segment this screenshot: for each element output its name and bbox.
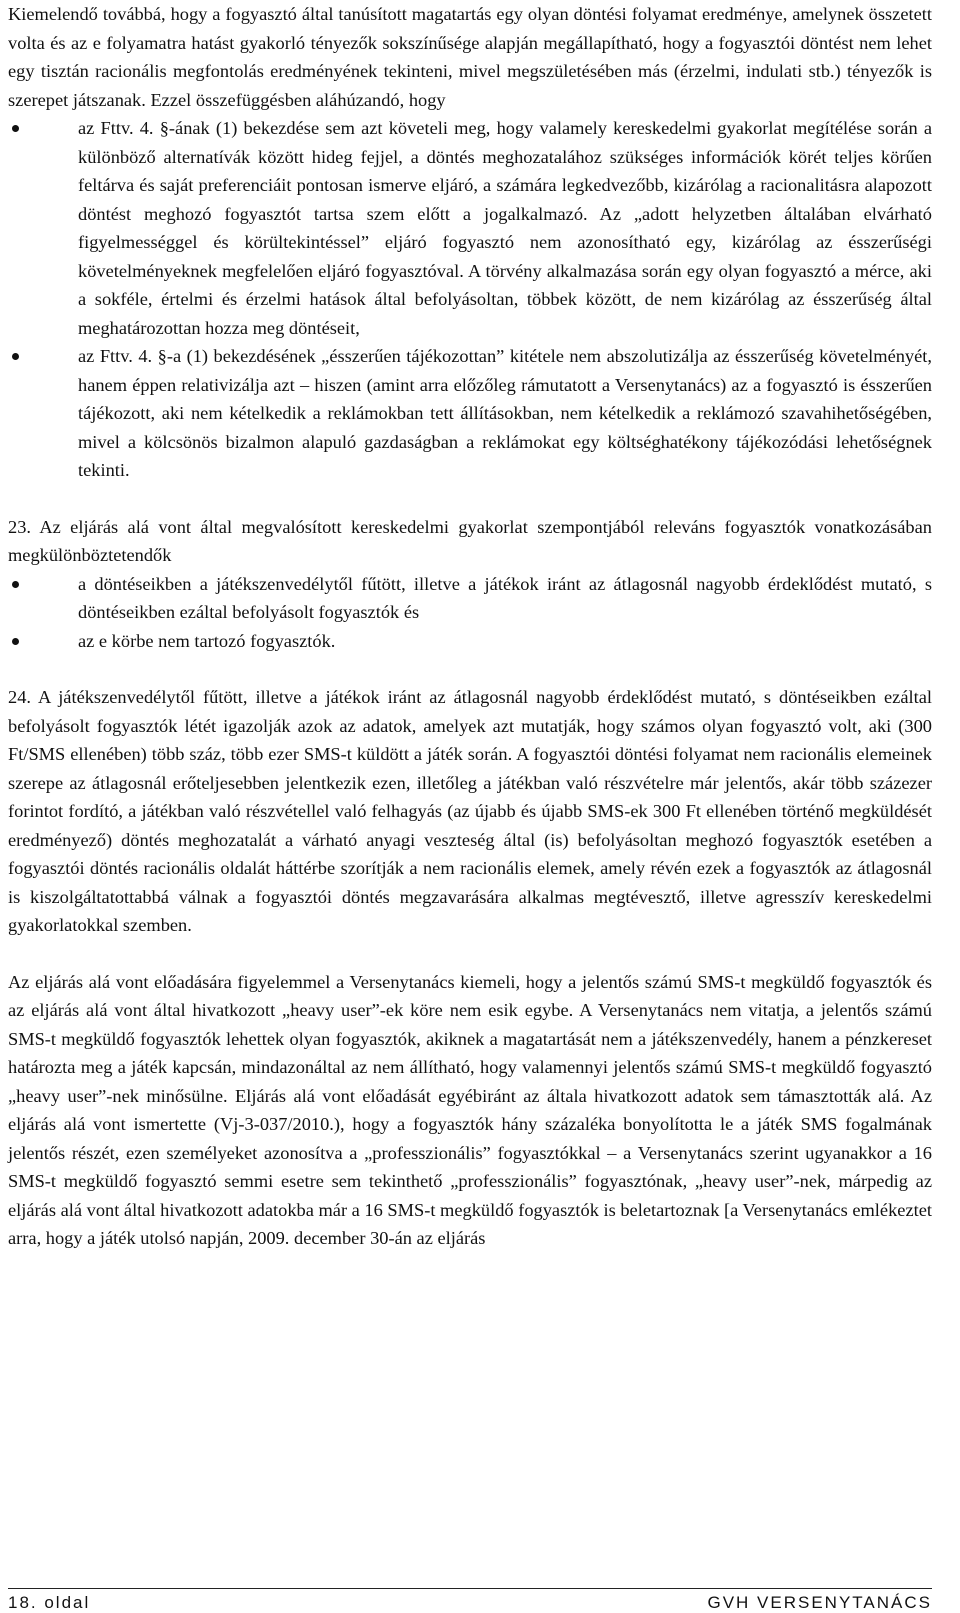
footer-page-number: 18. oldal: [8, 1593, 91, 1612]
footer-organization: GVH VERSENYTANÁCS: [707, 1593, 932, 1612]
intro-bullet-text-2: az Fttv. 4. §-a (1) bekezdésének „ésszerűen tájékozottan” kitétele nem abszolutizálja az ésszerűség követelményét, hanem éppen relativizálja azt – hiszen (amint arra előzőleg rámutatott a Versenytanács) az a fogyasztó is ésszerűen tájékozott, aki nem kételkedik a reklámokban tett állításokban, nem kételkedik a reklámozó szavahihetőségében, mivel a kölcsönös bizalmon alapuló gazdaságban a reklámokat egy költséghatékony tájékozódási lehetőségnek tekinti.: [78, 346, 932, 480]
paragraph-gap: [8, 940, 932, 968]
section-23-bullet-text-2: az e körbe nem tartozó fogyasztók.: [78, 630, 336, 651]
paragraph-gap: [8, 655, 932, 683]
section-23-bullet-list: [8, 570, 932, 656]
bullet-icon: [12, 581, 19, 588]
list-item: [8, 114, 932, 342]
list-item: [8, 570, 932, 627]
bullet-icon: [12, 638, 19, 645]
intro-lead-text: Kiemelendő továbbá, hogy a fogyasztó által tanúsított magatartás egy olyan döntési folyamat eredménye, amelynek összetett volta és az e folyamatra hatást gyakorló tényezők sokszínűsége alapján megállapítható, hogy a fogyasztói döntést nem lehet egy tisztán racionális megfontolás eredményének tekinteni, mivel megszületésében más (érzelmi, indulati stb.) tényezők is szerepet játszanak. Ezzel összefüggésben aláhúzandó, hogy: [8, 4, 932, 110]
page-footer: [8, 1592, 932, 1613]
section-23-paragraph: 23. Az eljárás alá vont által megvalósított kereskedelmi gyakorlat szempontjából releváns fogyasztók vonatkozásában megkülönböztetendők: [8, 516, 932, 565]
list-item: [8, 627, 932, 656]
closing-paragraph: Az eljárás alá vont előadására figyelemmel a Versenytanács kiemeli, hogy a jelentős számú SMS-t megküldő fogyasztók és az eljárás alá vont által hivatkozott „heavy user”-ek köre nem esik egybe. A Versenytanács nem vitatja, a jelentős számú SMS-t megküldő fogyasztók lehettek olyan fogyasztók, akiknek a magatartását nem a játékszenvedély, hanem a pénzkereset határozta meg a játék kapcsán, mindazonáltal az nem állítható, hogy valamennyi jelentős számú SMS-t megküldő fogyasztó „heavy user”-nek minősülne. Eljárás alá vont előadását egyébiránt az általa hivatkozott adatok sem támasztották alá. Az eljárás alá vont ismertette (Vj-3-037/2010.), hogy a fogyasztók hány százaléka bonyolította le a játék SMS fogalmának jelentős részét, ezen személyeket azonosítva a „professzionális” fogyasztókkal – a Versenytanács szerint ugyanakkor a 16 SMS-t megküldő fogyasztó semmi esetre sem tekinthető „professzionális” fogyasztónak, „heavy user”-nek, márpedig az eljárás alá vont által hivatkozott adatokba már a 16 SMS-t megküldő fogyasztók is beletartoznak [a Versenytanács emlékeztet arra, hogy a játék utolsó napján, 2009. december 30-án az eljárás: [8, 971, 932, 1248]
bullet-icon: [12, 125, 19, 132]
footer-divider: [8, 1588, 932, 1589]
section-23-bullet-text-1: a döntéseikben a játékszenvedélytől fűtött, illetve a játékok iránt az átlagosnál nagyobb érdeklődést mutató, s döntéseikben ezáltal befolyásolt fogyasztók és: [78, 573, 932, 622]
intro-bullet-text-1: az Fttv. 4. §-ának (1) bekezdése sem azt követeli meg, hogy valamely kereskedelmi gyakorlat megítélése során a különböző alternatívák között hideg fejjel, a döntés meghozatalához szükséges információk körét teljes körűen feltárva és saját preferenciáit pontosan ismerve eljáró, a számára legkedvezőbb, kizárólag a racionalitásra alapozott döntést meghozó fogyasztót tartsa szem előtt a jogalkalmazó. Az „adott helyzetben általában elvárható figyelmességgel és körültekintéssel” eljáró fogyasztó nem azonosítható egy, kizárólag az ésszerűségi követelményeknek megfelelően eljáró fogyasztóval. A törvény alkalmazása során egy olyan fogyasztó a mérce, aki a sokféle, értelmi és érzelmi hatások által befolyásoltan, többek között, de nem kizárólag az ésszerűség által meghatározottan hozza meg döntéseit,: [78, 118, 932, 338]
section-24-paragraph: 24. A játékszenvedélytől fűtött, illetve a játékok iránt az átlagosnál nagyobb érdeklődést mutató, s döntéseikben ezáltal befolyásolt fogyasztók létét igazolják azok az adatok, amelyek azt mutatják, hogy számos olyan fogyasztó volt, aki (300 Ft/SMS ellenében) több száz, több ezer SMS-t küldött a játék során. A fogyasztói döntési folyamat nem racionális elemeinek szerepe az átlagosnál erőteljesebben jelentkezik ezen, illetőleg a játékban való részvételre már jelentős, akár több százezer forintot fordító, a játékban való részvétellel való felhagyás (az újabb és újabb SMS-ek 300 Ft ellenében történő megküldését eredményező) döntés meghozatalát a várható anyagi veszteség által (is) befolyásoltan meghozó fogyasztók esetében a fogyasztói döntés racionális oldalát háttérbe szorítják a nem racionális elemek, amely révén ezek a fogyasztók az átlagosnál is kiszolgáltatottabbá válnak a fogyasztói döntés megzavarására alkalmas megtévesztő, illetve agresszív kereskedelmi gyakorlatokkal szemben.: [8, 687, 932, 935]
bullet-icon: [12, 353, 19, 360]
intro-paragraph: [8, 0, 932, 114]
paragraph-gap: [8, 485, 932, 513]
intro-bullet-list: [8, 114, 932, 485]
list-item: [8, 342, 932, 485]
